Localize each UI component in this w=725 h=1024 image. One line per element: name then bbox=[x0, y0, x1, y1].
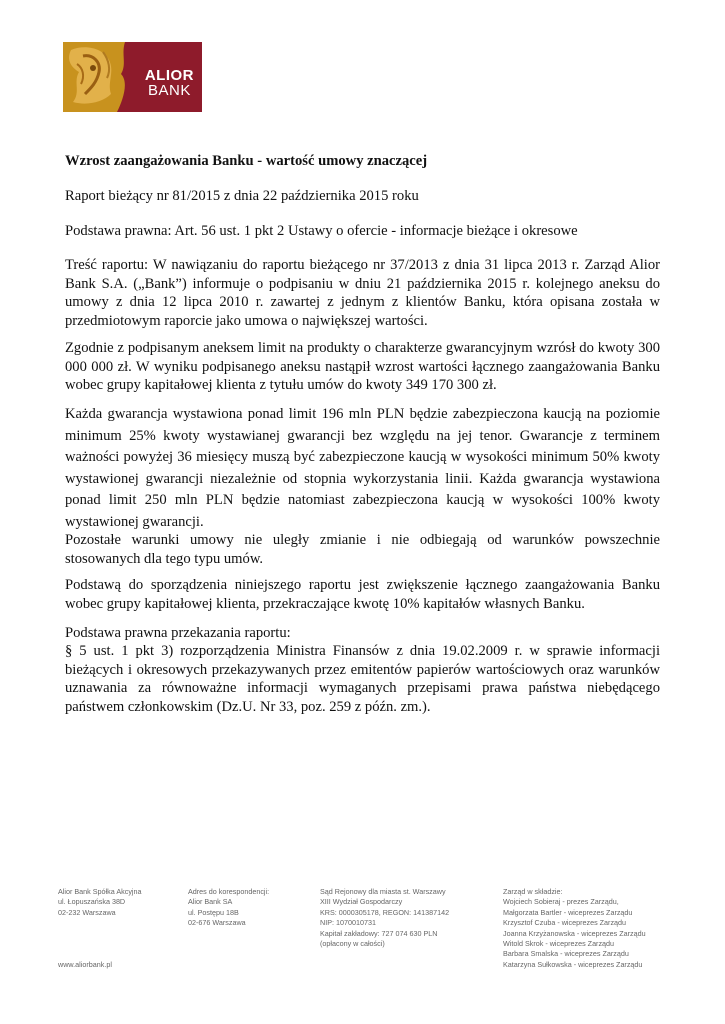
footer-correspondence bbox=[188, 887, 269, 929]
footer-line: Katarzyna Sułkowska - wiceprezes Zarządu bbox=[503, 959, 643, 969]
paragraph-limit: Zgodnie z podpisanym aneksem limit na produkty o charakterze gwarancyjnym wzrósł do kwoty 300 000 000 zł. W wyniku podpisanego aneksu nastąpił wzrost wartości łącznego zaangażowania Banku wobec grupy kapitałowej klienta z tytułu umów do kwoty 349 170 300 zł. bbox=[65, 340, 660, 393]
footer-registry bbox=[320, 887, 449, 949]
footer-line: KRS: 0000305178, REGON: 141387142 bbox=[320, 907, 450, 917]
paragraph-guarantees: Każda gwarancja wystawiona ponad limit 196 mln PLN będzie zabezpieczona kaucją na poziomie minimum 25% kwoty wystawianej gwarancji bez względu na jej tenor. Gwarancje z terminem ważności powyżej 36 miesięcy muszą być zabezpieczone kaucją w wysokości minimum 50% kwoty wystawionej gwarancji niezależnie od stopnia wykorzystania linii. Każda gwarancja wystawiona ponad limit 250 mln PLN będzie natomiast zabezpieczona kaucją w wysokości 100% kwoty wystawionej gwarancji. bbox=[65, 406, 660, 530]
footer-line: Barbara Smalska - wiceprezes Zarządu bbox=[503, 949, 629, 959]
footer-line: Alior Bank Spółka Akcyjna bbox=[58, 887, 142, 896]
website-link[interactable]: www.aliorbank.pl bbox=[58, 960, 112, 969]
logo-wordmark bbox=[145, 68, 194, 98]
footer-line: Sąd Rejonowy dla miasta st. Warszawy bbox=[320, 887, 446, 896]
alior-bank-logo bbox=[63, 42, 202, 112]
footer-line: Alior Bank SA bbox=[188, 897, 233, 907]
footer-line: 02-232 Warszawa bbox=[58, 907, 116, 917]
footer-line: Witold Skrok - wiceprezes Zarządu bbox=[503, 939, 615, 949]
footer-line: Wojciech Sobieraj - prezes Zarządu, bbox=[503, 897, 619, 907]
report-title: Wzrost zaangażowania Banku - wartość umowy znaczącej bbox=[65, 153, 428, 169]
paragraph-content: Treść raportu: W nawiązaniu do raportu bieżącego nr 37/2013 z dnia 31 lipca 2013 r. Zarząd Alior Bank S.A. („Bank”) informuje o podpisaniu w dniu 21 października 2015 r. kolejnego aneksu do umowy z dnia 12 lipca 2010 r. zawartej z jednym z klientów Banku, która opisana została w przedmiotowym raporcie jako umowa o największej wartości. bbox=[65, 257, 660, 329]
legal-basis-label: Podstawa prawna przekazania raportu: bbox=[65, 625, 291, 641]
footer-line: NIP: 1070010731 bbox=[320, 918, 376, 928]
footer-line: (opłacony w całości) bbox=[320, 939, 385, 949]
footer-line: Małgorzata Bartler - wiceprezes Zarządu bbox=[503, 907, 633, 917]
footer-line: Joanna Krzyżanowska - wiceprezes Zarządu bbox=[503, 928, 646, 938]
legal-basis: Podstawa prawna: Art. 56 ust. 1 pkt 2 Ustawy o ofercie - informacje bieżące i okresowe bbox=[65, 223, 578, 239]
report-number: Raport bieżący nr 81/2015 z dnia 22 października 2015 roku bbox=[65, 188, 419, 204]
footer-line: ul. Postępu 18B bbox=[188, 907, 239, 917]
logo-line-2: BANK bbox=[147, 82, 191, 99]
footer-line: Adres do korespondencji: bbox=[188, 887, 270, 896]
footer-line: ul. Łopuszańska 38D bbox=[58, 897, 126, 907]
footer-line: Kapitał zakładowy: 727 074 630 PLN bbox=[320, 928, 438, 938]
footer-board bbox=[503, 887, 646, 970]
paragraph-reason: Podstawą do sporządzenia niniejszego raportu jest zwiększenie łącznego zaangażowania Banku wobec grupy kapitałowej klienta, przekraczające kwotę 10% kapitałów własnych Banku. bbox=[65, 577, 660, 612]
footer-company bbox=[58, 887, 142, 918]
paragraph-other-terms: Pozostałe warunki umowy nie uległy zmianie i nie odbiegają od warunków powszechnie stosowanych dla tego typu umów. bbox=[65, 532, 660, 567]
footer-line: XIII Wydział Gospodarczy bbox=[320, 897, 403, 907]
footer-line: Krzysztof Czuba - wiceprezes Zarządu bbox=[503, 918, 627, 928]
paragraph-legal-basis: § 5 ust. 1 pkt 3) rozporządzenia Ministra Finansów z dnia 19.02.2009 r. w sprawie informacji bieżących i okresowych przekazywanych przez emitentów papierów wartościowych oraz warunków uznawania za równoważne informacji wymaganych przepisami prawa państwa niebędącego państwem członkowskim (Dz.U. Nr 33, poz. 259 z późn. zm.). bbox=[65, 643, 660, 715]
footer-line: Zarząd w składzie: bbox=[503, 887, 563, 896]
footer-line: 02-676 Warszawa bbox=[188, 918, 246, 928]
logo-line-1: ALIOR bbox=[144, 67, 194, 84]
